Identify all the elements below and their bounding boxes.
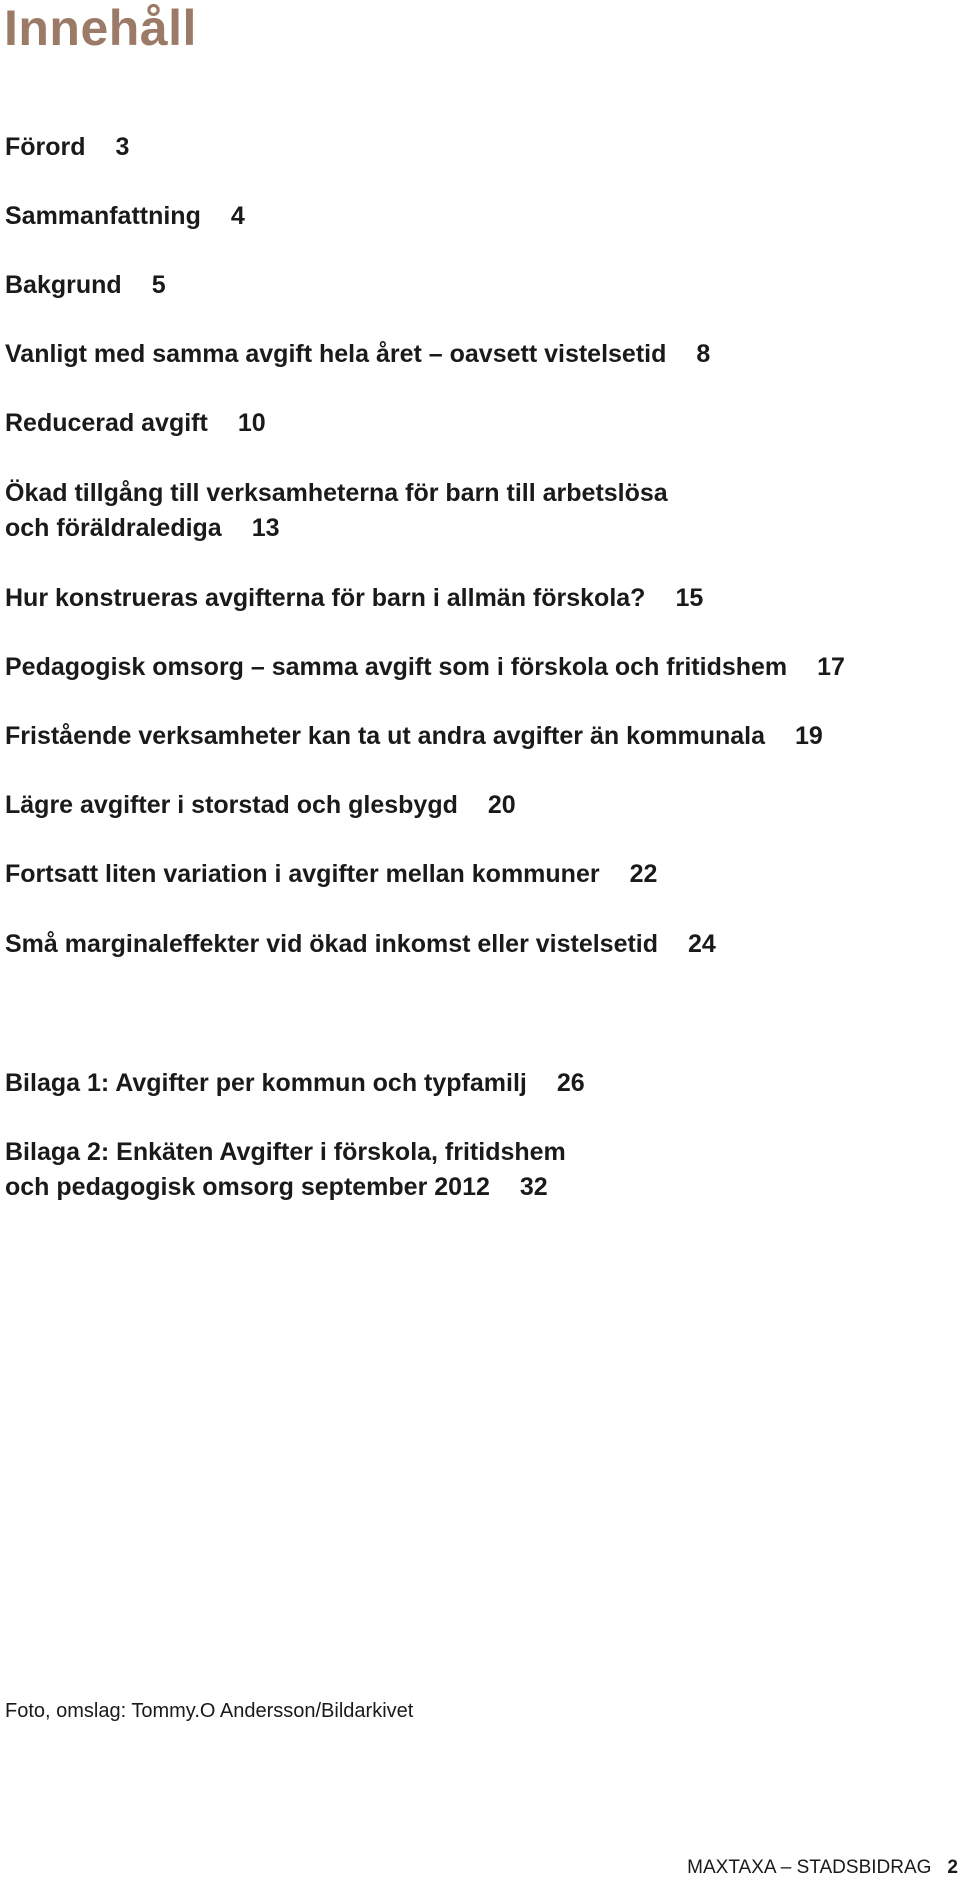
toc-entry-sammanfattning[interactable] <box>5 199 245 234</box>
toc-entry-vanligt-med-samma-avgift[interactable] <box>5 337 710 372</box>
toc-entry-hur-konstrueras-avgifterna[interactable] <box>5 581 703 616</box>
toc-entry-label: Hur konstrueras avgifterna för barn i allmän förskola? <box>5 584 646 612</box>
toc-entry-label: Reducerad avgift <box>5 409 208 437</box>
footer-publication-title: MAXTAXA – STADSBIDRAG <box>687 1857 932 1878</box>
toc-entry-label-line-1: Ökad tillgång till verksamheterna för barn till arbetslösa <box>5 479 668 507</box>
toc-entry-okad-tillgang[interactable] <box>5 476 668 546</box>
toc-entry-label: Bilaga 1: Avgifter per kommun och typfamilj <box>5 1069 527 1097</box>
toc-entry-label: Fortsatt liten variation i avgifter mellan kommuner <box>5 860 600 888</box>
toc-entry-page: 22 <box>629 860 658 888</box>
toc-entry-label: Förord <box>5 133 86 161</box>
toc-entry-label: Fristående verksamheter kan ta ut andra avgifter än kommunala <box>5 722 765 750</box>
toc-entry-label: Lägre avgifter i storstad och glesbygd <box>5 791 458 819</box>
toc-entry-bilaga-2[interactable] <box>5 1135 566 1205</box>
toc-entry-label: Vanligt med samma avgift hela året – oavsett vistelsetid <box>5 340 667 368</box>
toc-entry-label: Pedagogisk omsorg – samma avgift som i förskola och fritidshem <box>5 653 788 681</box>
toc-entry-bilaga-1[interactable] <box>5 1066 585 1101</box>
toc-entry-label: Bakgrund <box>5 271 122 299</box>
toc-entry-label: Små marginaleffekter vid ökad inkomst eller vistelsetid <box>5 930 659 958</box>
toc-entry-page: 13 <box>251 514 280 542</box>
page-title: Innehåll <box>4 0 197 56</box>
toc-entry-page: 8 <box>696 340 711 368</box>
toc-entry-page: 20 <box>487 791 516 819</box>
toc-entry-sma-marginaleffekter[interactable] <box>5 927 716 962</box>
toc-entry-page: 3 <box>115 133 130 161</box>
toc-entry-page: 17 <box>817 653 845 681</box>
toc-entry-page: 24 <box>688 930 716 958</box>
toc-entry-label: Sammanfattning <box>5 202 201 230</box>
toc-entry-label-line-2: och pedagogisk omsorg september 2012 <box>5 1173 490 1201</box>
toc-entry-lagre-avgifter[interactable] <box>5 788 516 823</box>
toc-entry-bakgrund[interactable] <box>5 268 166 303</box>
photo-credit: Foto, omslag: Tommy.O Andersson/Bildarkivet <box>5 1700 414 1722</box>
toc-entry-pedagogisk-omsorg[interactable] <box>5 650 845 685</box>
toc-entry-forord[interactable] <box>5 130 129 165</box>
toc-entry-fortsatt-liten-variation[interactable] <box>5 857 657 892</box>
toc-entry-page: 26 <box>556 1069 585 1097</box>
toc-entry-page: 10 <box>237 409 266 437</box>
page-footer <box>687 1856 958 1880</box>
toc-entry-reducerad-avgift[interactable] <box>5 406 266 441</box>
toc-entry-page: 19 <box>795 722 823 750</box>
toc-entry-label-line-1: Bilaga 2: Enkäten Avgifter i förskola, fritidshem <box>5 1138 566 1166</box>
toc-entry-page: 32 <box>519 1173 548 1201</box>
toc-entry-fristaende-verksamheter[interactable] <box>5 719 823 754</box>
toc-entry-page: 4 <box>230 202 245 230</box>
footer-page-number: 2 <box>947 1857 958 1878</box>
toc-entry-page: 15 <box>675 584 704 612</box>
toc-entry-label-line-2: och föräldralediga <box>5 514 222 542</box>
toc-entry-page: 5 <box>151 271 166 299</box>
